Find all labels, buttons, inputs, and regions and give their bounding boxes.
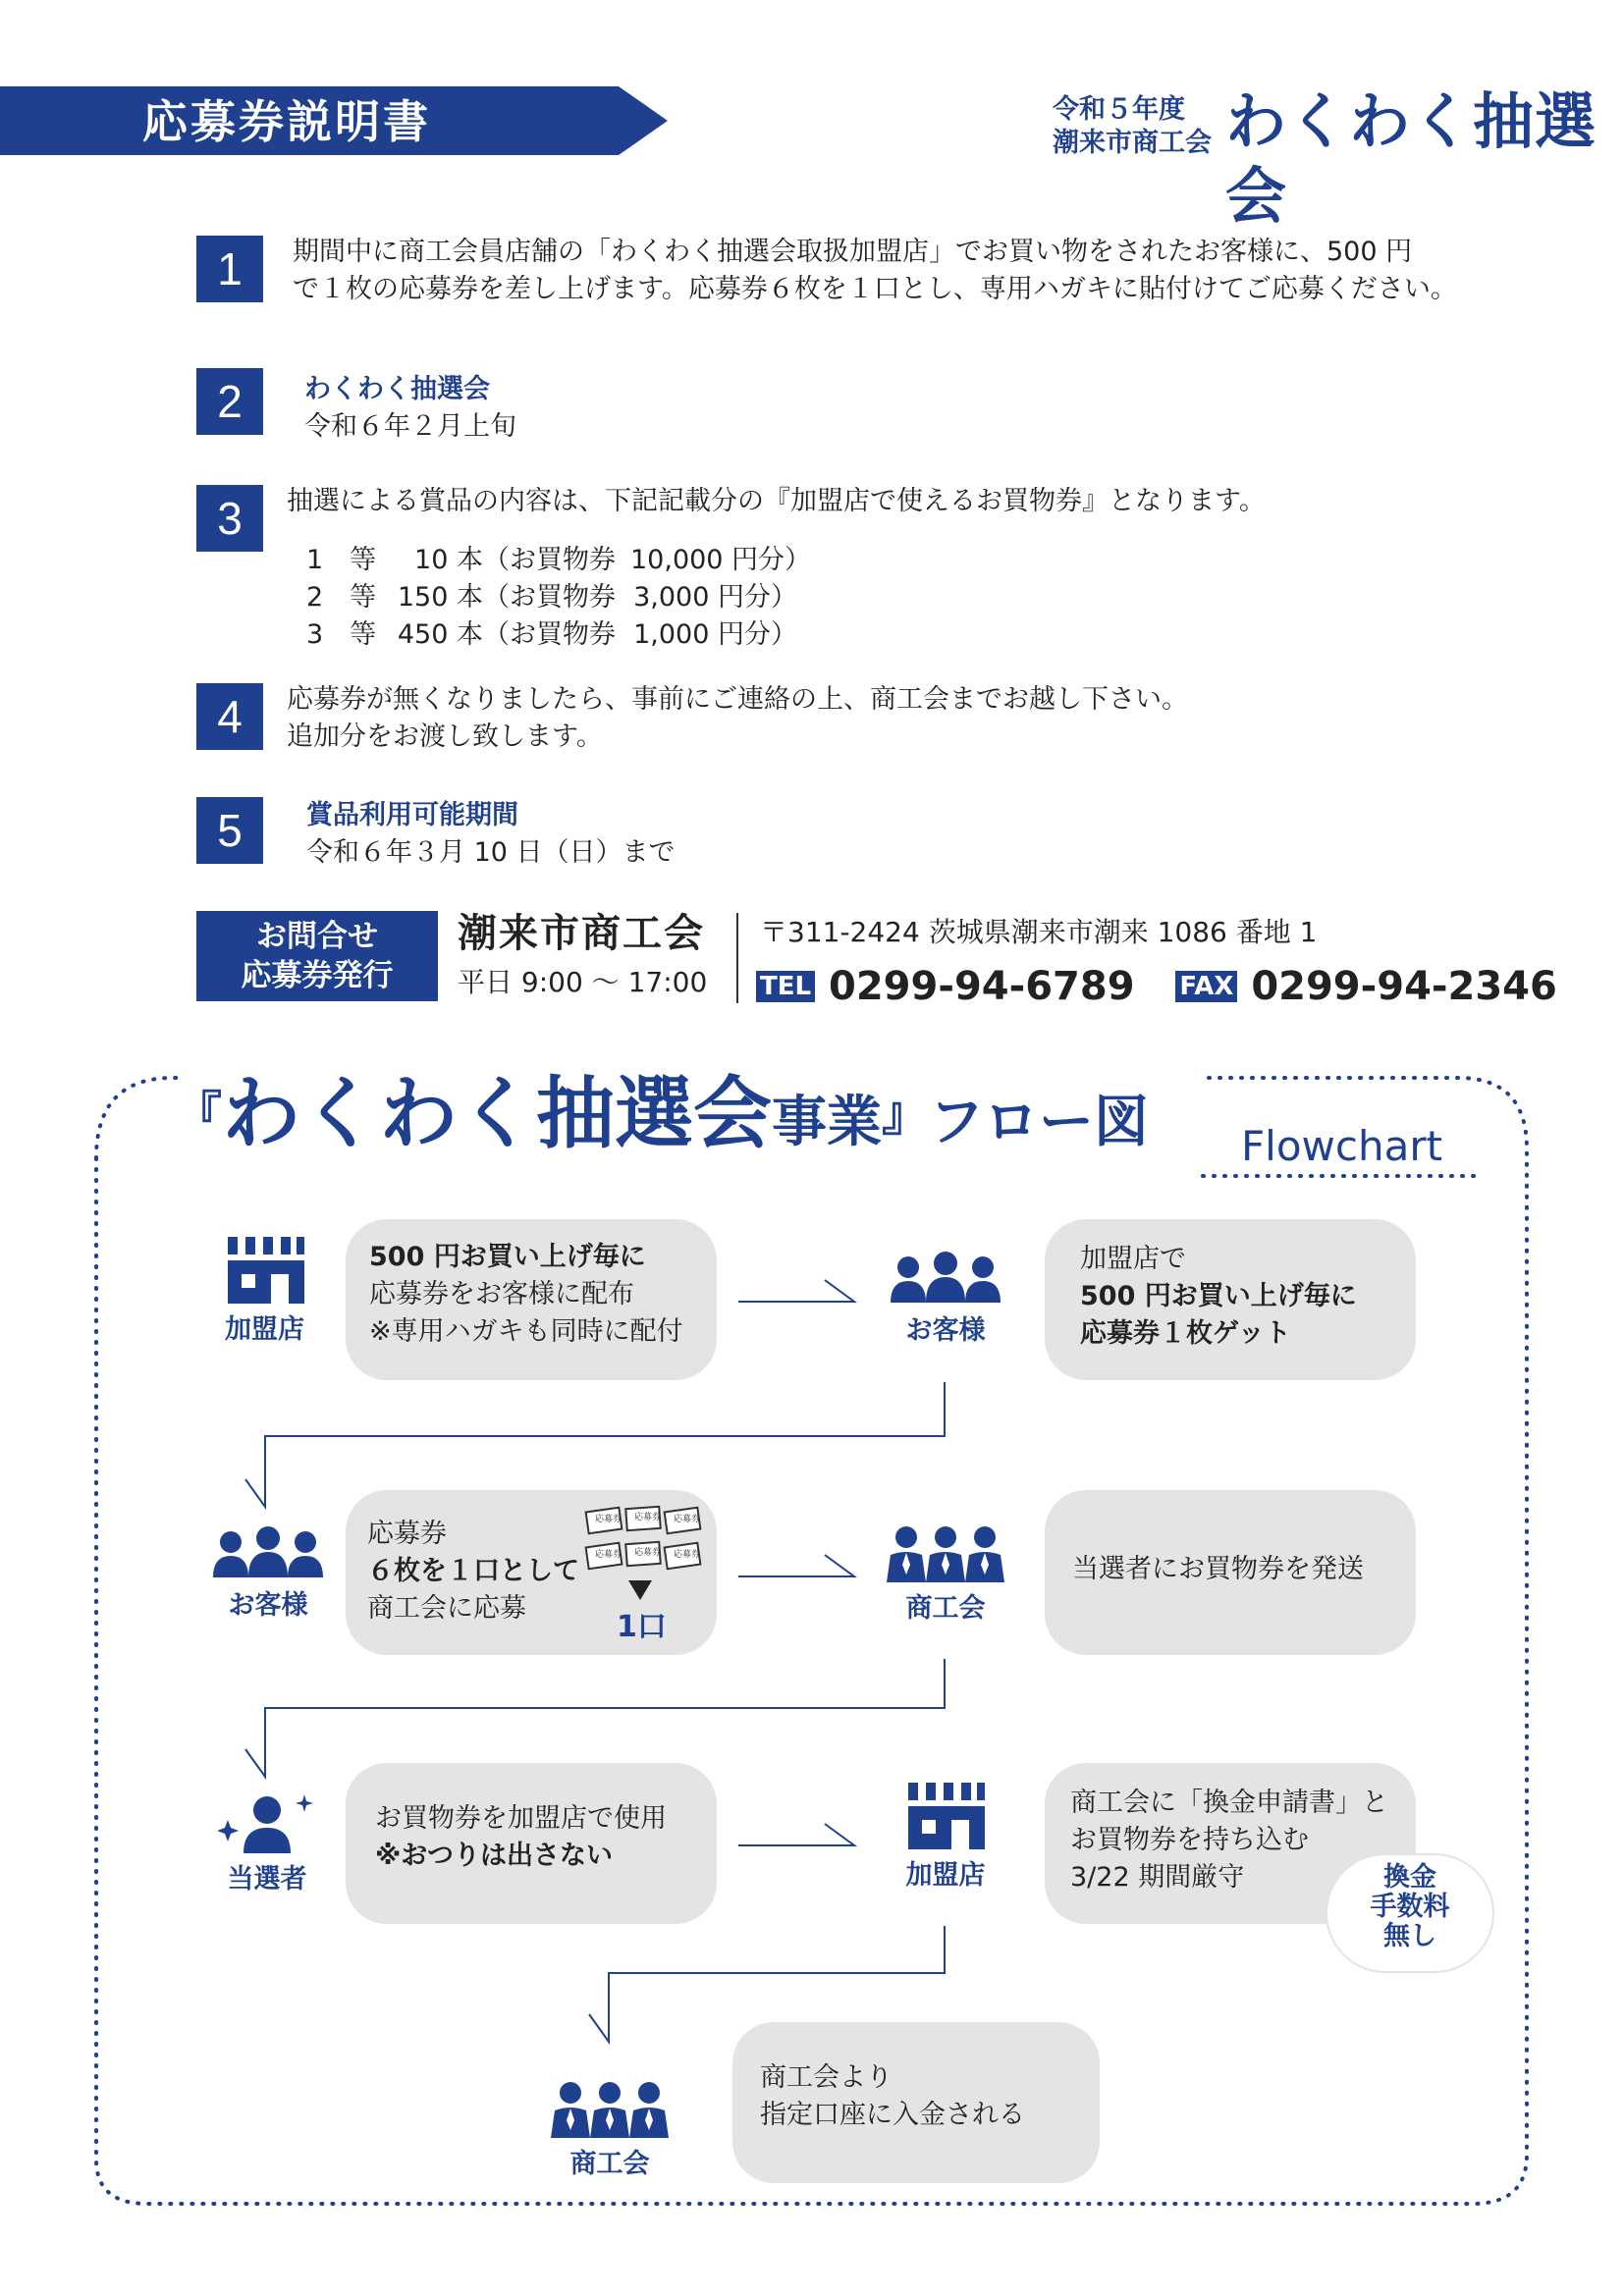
actor-store <box>208 1235 321 1346</box>
bubble-line: 当選者にお買物券を発送 <box>1072 1554 1364 1584</box>
section-5-heading: 賞品利用可能期間 <box>306 800 518 830</box>
actor-label: お客様 <box>228 1590 308 1621</box>
ticket-label: 応募券 <box>674 1550 701 1560</box>
winner-icon <box>218 1792 316 1855</box>
contact-label-line1: お問合せ <box>256 919 378 954</box>
event-logo-text: わくわく抽選会 <box>1225 85 1597 232</box>
prize-amount: 3,000 円分） <box>633 582 797 613</box>
bubble-line: 500 円お買い上げ毎に <box>1080 1281 1357 1311</box>
actor-chamber <box>882 1523 1009 1625</box>
bubble-line: 応募券 <box>367 1519 447 1549</box>
title-mid: 事業 <box>772 1091 883 1154</box>
actor-label: 当選者 <box>227 1864 307 1895</box>
bubble-line: お買物券を加盟店で使用 <box>375 1803 667 1834</box>
prize-item: （お買物券 <box>483 582 616 613</box>
actor-label: 商工会 <box>905 1593 986 1624</box>
ticket-label: 応募券 <box>595 1550 623 1560</box>
org-name: 潮来市商工会 <box>458 911 705 956</box>
bubble-line: 商工会より <box>760 2062 893 2093</box>
address: 〒311-2424 茨城県潮来市潮来 1086 番地 1 <box>760 916 1318 948</box>
header-org: 潮来市商工会 <box>1053 128 1212 158</box>
fax-number: 0299-94-2346 <box>1251 964 1557 1009</box>
section-4-line2: 追加分をお渡し致します。 <box>287 721 603 752</box>
bubble-line: 500 円お買い上げ毎に <box>369 1242 646 1272</box>
bubble-line: ※専用ハガキも同時に配付 <box>369 1316 683 1347</box>
prize-count: 450 本 <box>397 619 483 650</box>
flow-step-bubble <box>1045 1490 1416 1655</box>
section-4-line1: 応募券が無くなりましたら、事前にご連絡の上、商工会までお越し下さい。 <box>287 684 1188 715</box>
actor-customers <box>204 1526 332 1622</box>
prize-rank: 3 等 <box>306 619 377 650</box>
ticket-label: 応募券 <box>674 1515 701 1524</box>
actor-chamber <box>546 2079 674 2180</box>
flowchart-english-title: Flowchart <box>1241 1122 1443 1170</box>
prize-count: 10 本 <box>414 545 483 575</box>
ticket-label: 応募券 <box>595 1515 623 1524</box>
prize-count: 150 本 <box>397 582 483 613</box>
badge-line: 換金 <box>1383 1862 1436 1893</box>
prize-item: （お買物券 <box>483 619 616 650</box>
title-bracket-close: 』 <box>882 1087 930 1142</box>
store-icon <box>904 1781 987 1851</box>
section-3-text: 抽選による賞品の内容は、下記記載分の『加盟店で使えるお買物券』となります。 <box>287 486 1266 516</box>
contact-label-line2: 応募券発行 <box>241 958 394 993</box>
prize-rank: 1 等 <box>306 545 377 575</box>
business-hours: 平日 9:00 ～ 17:00 <box>458 966 708 998</box>
section-1-line1: 期間中に商工会員店舗の「わくわく抽選会取扱加盟店」でお買い物をされたお客様に、500 円 <box>293 237 1413 267</box>
prize-amount: 10,000 円分） <box>630 545 812 575</box>
section-2-heading: わくわく抽選会 <box>304 374 490 404</box>
people-icon <box>211 1526 325 1581</box>
prize-item: （お買物券 <box>483 545 616 575</box>
bubble-line: お買物券を持ち込む <box>1070 1825 1309 1855</box>
section-1-line2: で１枚の応募券を差し上げます。応募券６枚を１口とし、専用ハガキに貼付けてご応募ください。 <box>293 274 1457 304</box>
actor-label: 商工会 <box>569 2149 650 2179</box>
title-bracket-open: 『 <box>175 1087 223 1142</box>
section-number-5: 5 <box>196 797 263 864</box>
fax-label: FAX <box>1175 971 1237 1002</box>
ticket-label: 応募券 <box>634 1548 662 1558</box>
business-people-icon <box>549 2079 671 2140</box>
badge-line: 無し <box>1383 1921 1436 1951</box>
actor-label: 加盟店 <box>905 1860 986 1891</box>
no-fee-badge <box>1327 1855 1492 1971</box>
bubble-line: ６枚を１口として <box>367 1556 579 1586</box>
bubble-line: 商工会に応募 <box>367 1593 526 1624</box>
bubble-line: 指定口座に入金される <box>760 2100 1025 2130</box>
business-people-icon <box>885 1523 1006 1584</box>
section-number-1: 1 <box>196 236 263 302</box>
down-triangle-icon <box>628 1580 652 1600</box>
actor-store <box>892 1781 1000 1892</box>
page-title: 応募券説明書 <box>142 95 431 148</box>
bubble-line: 応募券をお客様に配布 <box>369 1279 634 1309</box>
flow-step-bubble <box>346 1763 717 1924</box>
section-number-4: 4 <box>196 683 263 750</box>
prize-amount: 1,000 円分） <box>633 619 797 650</box>
people-icon <box>889 1252 1002 1307</box>
unit-label: 1口 <box>617 1610 667 1644</box>
actor-label: 加盟店 <box>225 1314 304 1345</box>
store-icon <box>224 1235 306 1306</box>
title-tail: フロー図 <box>929 1091 1150 1154</box>
bubble-line: 商工会に「換金申請書」と <box>1070 1788 1388 1818</box>
bubble-line: 応募券１枚ゲット <box>1080 1318 1291 1349</box>
flow-step-bubble <box>346 1219 717 1380</box>
section-number-3: 3 <box>196 485 263 552</box>
section-5-line: 令和６年３月 10 日（日）まで <box>306 837 676 868</box>
actor-winner <box>208 1792 326 1896</box>
flow-step-bubble <box>1045 1219 1416 1380</box>
actor-label: お客様 <box>905 1315 986 1346</box>
section-number-2: 2 <box>196 368 263 435</box>
actor-customers <box>882 1252 1009 1347</box>
fiscal-year: 令和５年度 <box>1053 94 1185 125</box>
ticket-label: 応募券 <box>634 1513 662 1522</box>
tel-label: TEL <box>756 971 815 1002</box>
section-2-line: 令和６年２月上旬 <box>304 411 516 442</box>
tel-number[interactable]: 0299-94-6789 <box>829 964 1135 1009</box>
bubble-line: ※おつりは出さない <box>375 1841 613 1871</box>
prize-rank: 2 等 <box>306 582 377 613</box>
bubble-line: 3/22 期間厳守 <box>1070 1862 1245 1893</box>
badge-line: 手数料 <box>1370 1892 1450 1922</box>
flow-step-bubble <box>732 2022 1100 2183</box>
bubble-line: 加盟店で <box>1080 1244 1186 1274</box>
title-main: わくわく抽選会 <box>222 1068 773 1159</box>
